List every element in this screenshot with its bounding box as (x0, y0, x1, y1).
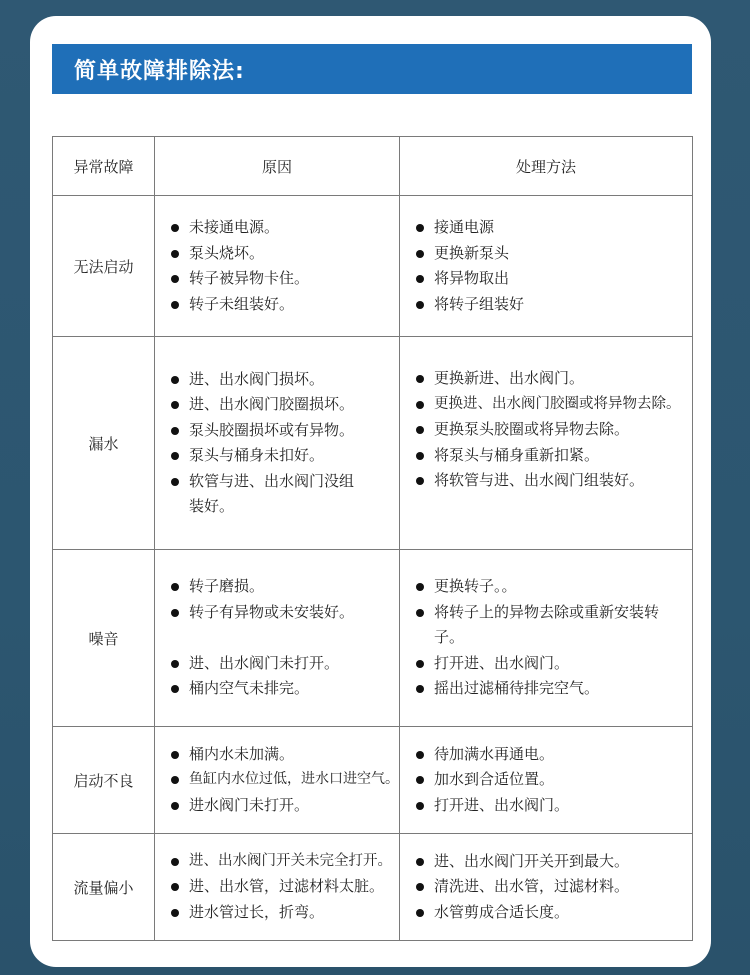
list-item: 泵头胶圈损坏或有异物。 (171, 418, 393, 444)
list-item: 水管剪成合适长度。 (416, 900, 686, 926)
list-item: 进水阀门未打开。 (171, 793, 399, 819)
page-title: 简单故障排除法: (74, 58, 245, 84)
list-item: 清洗进、出水管，过滤材料。 (416, 874, 686, 900)
table-header-row (53, 137, 693, 196)
list-item: 更换进、出水阀门胶圈或将异物去除。 (416, 392, 690, 418)
troubleshooting-card (30, 16, 711, 967)
cause-cell (155, 337, 400, 550)
list-item: 未接通电源。 (171, 215, 393, 241)
troubleshooting-table (52, 136, 693, 941)
list-item: 摇出过滤桶待排完空气。 (416, 676, 686, 702)
solution-cell (400, 727, 693, 834)
table-row (53, 337, 693, 550)
list-item: 更换新泵头 (416, 241, 686, 267)
list-item: 进、出水阀门胶圈损坏。 (171, 392, 393, 418)
cause-cell (155, 196, 400, 337)
list-item: 将软管与进、出水阀门组装好。 (416, 468, 690, 494)
header-fault: 异常故障 (53, 137, 155, 196)
table-row (53, 196, 693, 337)
list-item: 进、出水管，过滤材料太脏。 (171, 874, 399, 900)
list-item: 鱼缸内水位过低，进水口进空气。 (171, 767, 399, 793)
list-item: 更换新进、出水阀门。 (416, 366, 690, 392)
list-item: 接通电源 (416, 215, 686, 241)
list-item: 将转子上的异物去除或重新安装转子。 (416, 600, 686, 651)
list-item: 待加满水再通电。 (416, 742, 686, 768)
list-item: 更换转子。。 (416, 574, 686, 600)
list-item: 加水到合适位置。 (416, 767, 686, 793)
list-item: 进水管过长，折弯。 (171, 900, 399, 926)
header-cause: 原因 (155, 137, 400, 196)
header-solution: 处理方法 (400, 137, 693, 196)
fault-cell: 流量偏小 (53, 834, 155, 941)
table-row (53, 727, 693, 834)
list-item: 进、出水阀门损坏。 (171, 367, 393, 393)
list-item: 转子有异物或未安装好。 (171, 600, 393, 626)
solution-cell (400, 550, 693, 727)
list-item: 桶内空气未排完。 (171, 676, 393, 702)
list-item: 打开进、出水阀门。 (416, 793, 686, 819)
table-row (53, 834, 693, 941)
fault-cell: 启动不良 (53, 727, 155, 834)
list-item: 进、出水阀门开关未完全打开。 (171, 849, 399, 875)
list-item: 转子磨损。 (171, 574, 393, 600)
fault-cell: 漏水 (53, 337, 155, 550)
cause-cell (155, 550, 400, 727)
list-item: 进、出水阀门开关开到最大。 (416, 849, 686, 875)
list-item: 泵头与桶身未扣好。 (171, 443, 393, 469)
table-row (53, 550, 693, 727)
list-item: 将转子组装好 (416, 292, 686, 318)
fault-cell: 噪音 (53, 550, 155, 727)
list-item: 进、出水阀门未打开。 (171, 651, 393, 677)
list-item: 转子被异物卡住。 (171, 266, 393, 292)
list-item: 泵头烧坏。 (171, 241, 393, 267)
list-item: 转子未组装好。 (171, 292, 393, 318)
solution-cell (400, 337, 693, 550)
title-banner (52, 44, 692, 94)
list-item: 桶内水未加满。 (171, 742, 399, 768)
solution-cell (400, 196, 693, 337)
fault-cell: 无法启动 (53, 196, 155, 337)
cause-cell (155, 727, 400, 834)
list-item: 打开进、出水阀门。 (416, 651, 686, 677)
list-item: 软管与进、出水阀门没组装好。 (171, 469, 393, 520)
list-spacer (171, 625, 393, 651)
list-item: 将泵头与桶身重新扣紧。 (416, 443, 690, 469)
cause-cell (155, 834, 400, 941)
list-item: 更换泵头胶圈或将异物去除。 (416, 417, 690, 443)
solution-cell (400, 834, 693, 941)
list-item: 将异物取出 (416, 266, 686, 292)
